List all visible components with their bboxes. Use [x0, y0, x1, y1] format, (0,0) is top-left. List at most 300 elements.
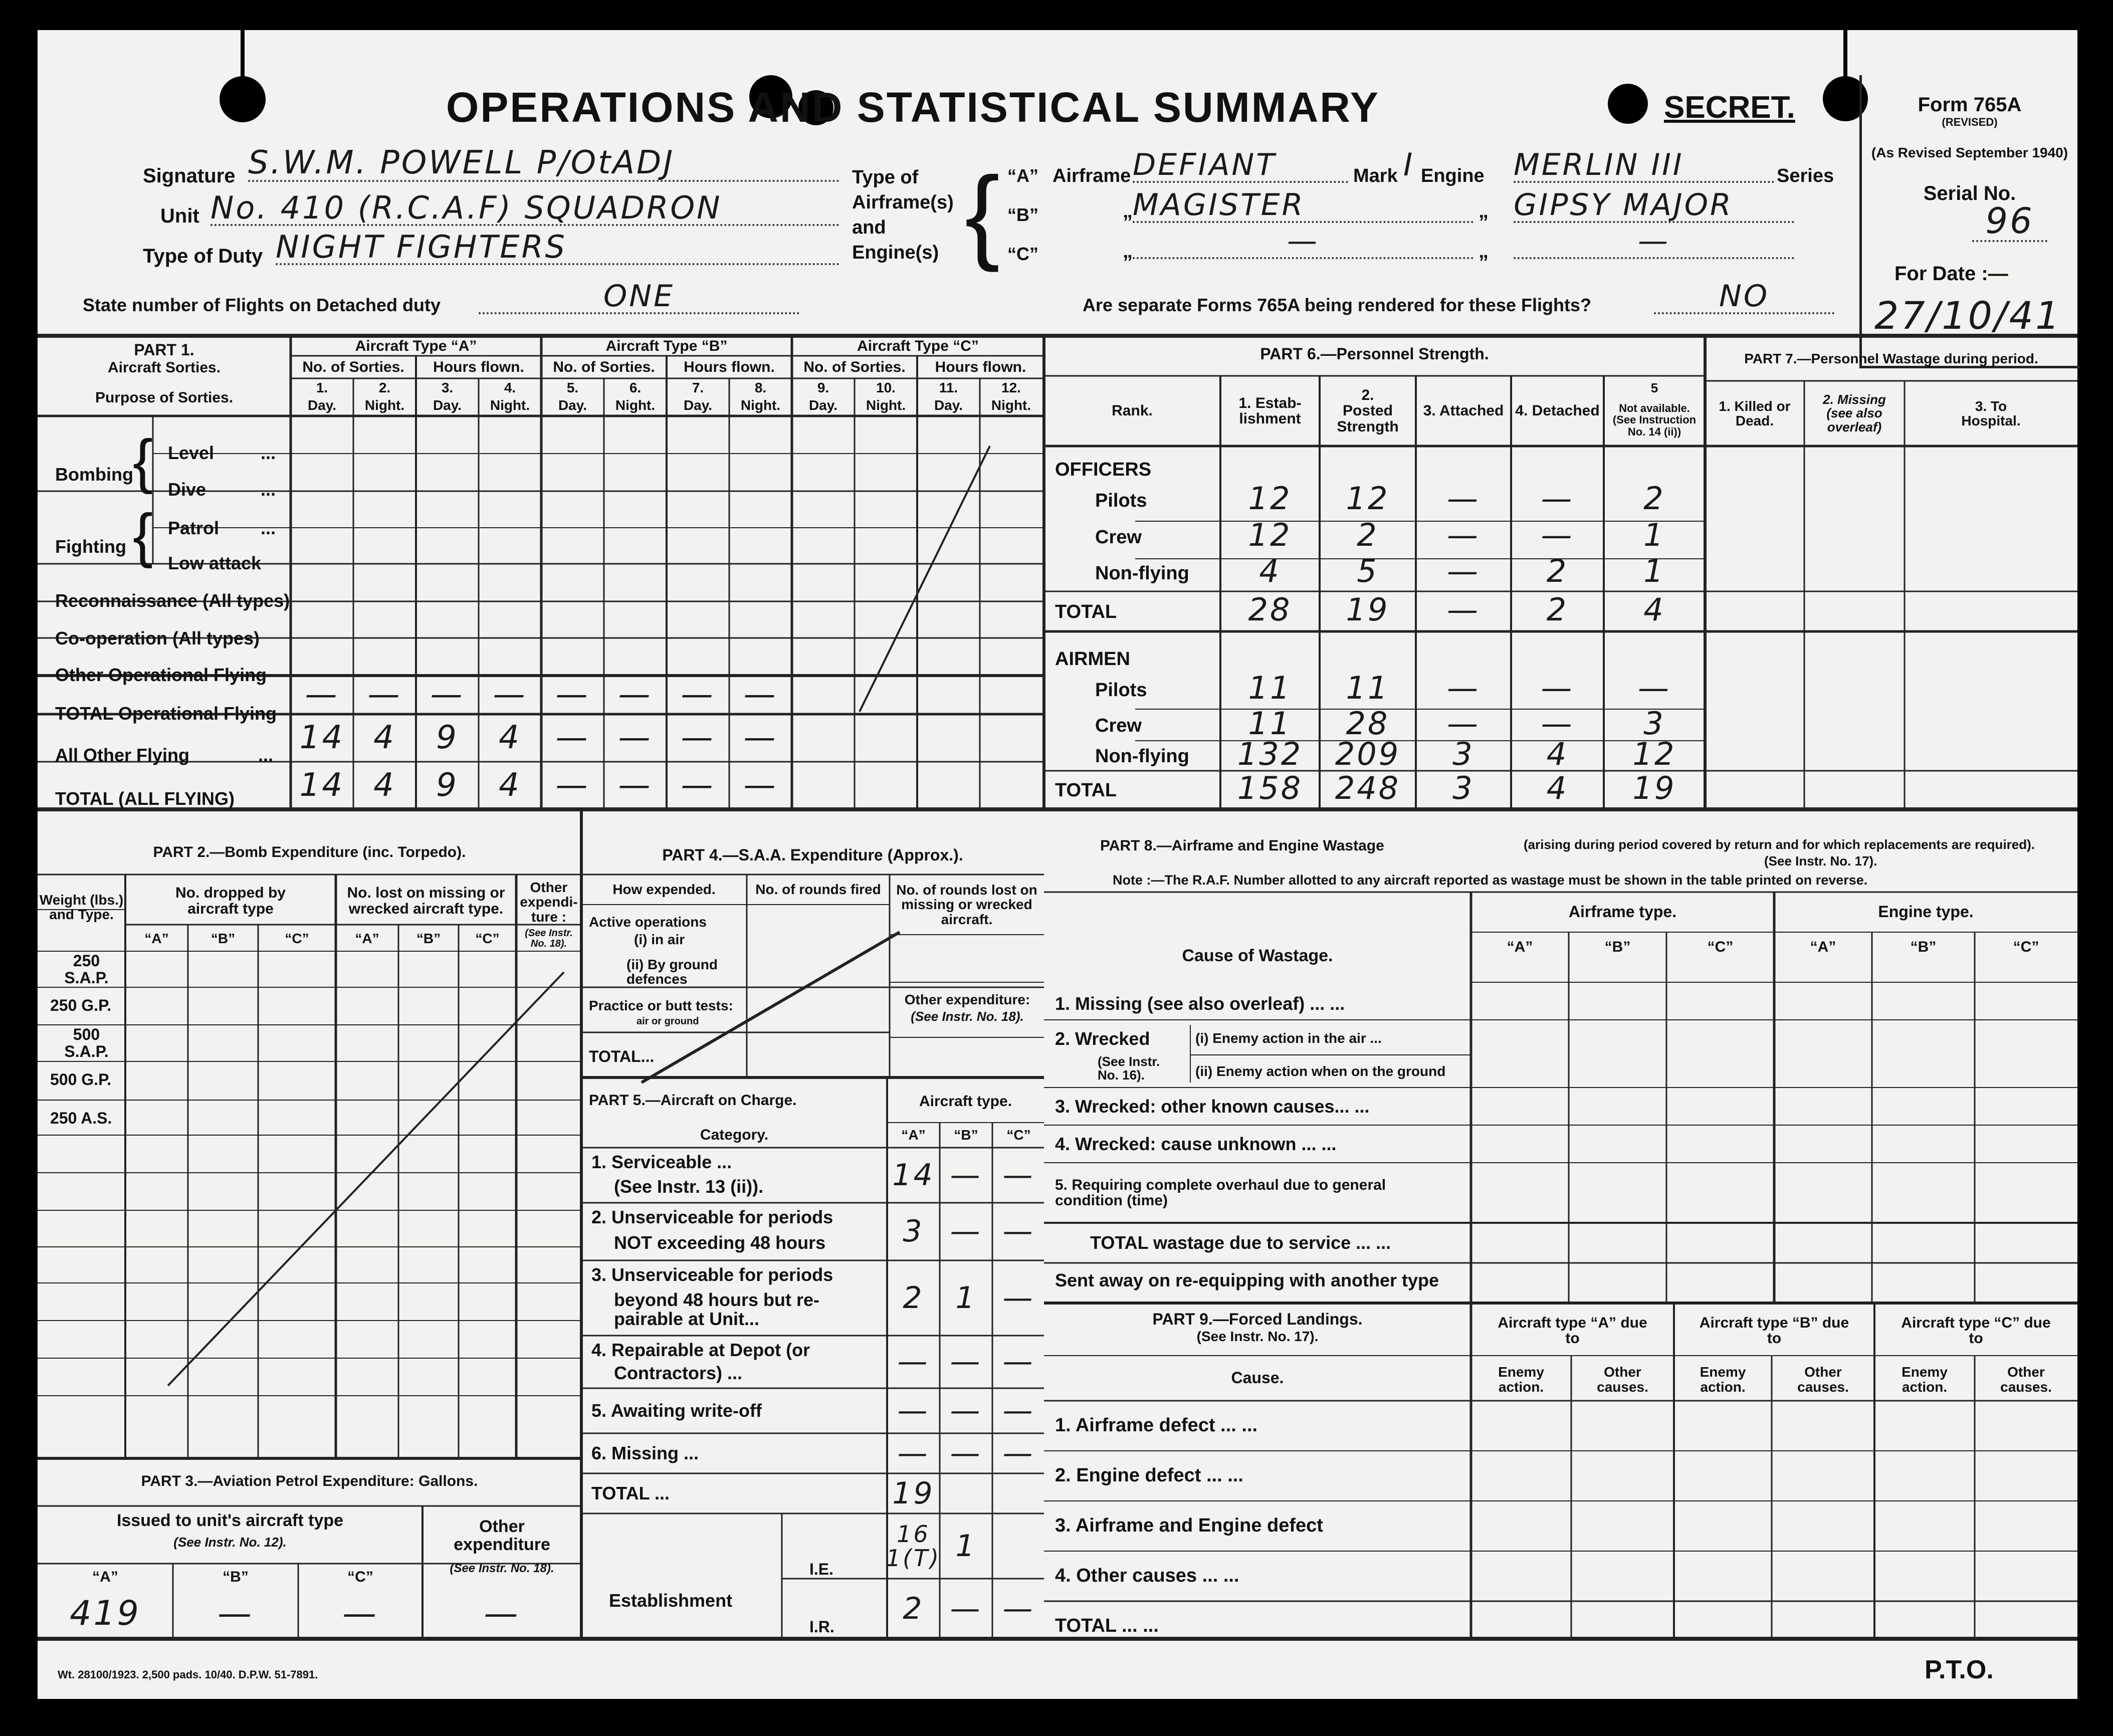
fighting-label: Fighting [55, 536, 126, 557]
issued-note: (See Instr. No. 12). [173, 1535, 287, 1550]
recon-label: Reconnaissance (All types) [55, 590, 290, 611]
ir-value: 2 [903, 1591, 924, 1626]
ditto-mark: „ [1123, 200, 1133, 222]
col-number: 5. [566, 380, 579, 396]
series-word: Series [1777, 165, 1834, 186]
rounds-header: No. of rounds fired [755, 882, 881, 898]
duty-label: Type of Duty [143, 245, 263, 267]
strength-value: 12 [1248, 480, 1292, 517]
landing-cause: 3. Airframe and Engine defect [1055, 1515, 1323, 1537]
officers-label: OFFICERS [1055, 459, 1152, 480]
category-sub: (See Instr. 13 (ii)). [614, 1176, 764, 1197]
category-label: 1. Serviceable ... [591, 1152, 732, 1173]
category-sub: Contractors) ... [614, 1363, 743, 1384]
ac-type-header: Aircraft type. [919, 1093, 1012, 1110]
wastage-cause: TOTAL wastage due to service ... ... [1090, 1232, 1391, 1253]
form-revised-date: (As Revised September 1940) [1871, 145, 2068, 160]
petrol-value: 419 [70, 1593, 141, 1633]
col-number: 12. [1001, 380, 1021, 396]
part8-note: Note :—The R.A.F. Number allotted to any aircraft reported as wastage must be shown in the table printed on reverse. [1113, 873, 1868, 888]
strength-value: 4 [1546, 736, 1569, 773]
category-label: 6. Missing ... [591, 1443, 699, 1464]
col-number: 2. [378, 380, 391, 396]
enemy-action-header: Enemy action. [1498, 1364, 1544, 1395]
category-label: 3. Unserviceable for periods [591, 1264, 833, 1285]
cell-value: 4 [499, 719, 521, 756]
cell-value: — [555, 766, 590, 804]
strength-value: 19 [1346, 591, 1390, 628]
cell-value: — [681, 766, 715, 804]
type-tag: “A” [1810, 939, 1836, 956]
type-of-label: Type of [852, 167, 919, 188]
bomb-weight: 250 A.S. [50, 1109, 112, 1128]
strength-value: 11 [1248, 705, 1292, 742]
category-sub: NOT exceeding 48 hours [614, 1232, 826, 1253]
strength-value: 4 [1259, 553, 1281, 590]
ie-value: 16 1(T) [886, 1520, 941, 1572]
cell-value: — [743, 719, 778, 756]
weight-header: Weight (lbs.) and Type. [39, 892, 124, 922]
cell-value: 4 [499, 766, 521, 804]
type-tag: “B” [1910, 939, 1937, 956]
strength-value: 158 [1237, 769, 1303, 806]
posted-header: 2. Posted Strength [1337, 386, 1399, 435]
aircraft-count: — [950, 1393, 982, 1428]
col-name: Night. [615, 397, 656, 413]
secret-label: SECRET. [1664, 90, 1795, 125]
dive-label: Dive [168, 479, 206, 500]
type-a-header: Aircraft type “A” due to [1498, 1314, 1647, 1347]
mark-word: Mark [1353, 165, 1398, 186]
wrecked-i: (i) Enemy action in the air ... [1195, 1030, 1382, 1046]
aircraft-count: 19 [892, 1475, 935, 1511]
strength-value: 11 [1248, 669, 1292, 706]
wastage-cause: 3. Wrecked: other known causes... ... [1055, 1096, 1370, 1117]
brace: { [133, 427, 153, 495]
unit-value: No. 410 (R.C.A.F) SQUADRON [210, 191, 839, 226]
coop-label: Co-operation (All types) [55, 628, 260, 648]
lost-header: No. lost on missing or wrecked aircraft type. [347, 885, 505, 917]
for-date-label: For Date :— [1894, 263, 2008, 285]
other-causes-header: Other causes. [1797, 1364, 1849, 1395]
separate-forms-value: NO [1654, 281, 1834, 314]
aircraft-count: — [950, 1214, 982, 1249]
ie-label: I.E. [809, 1560, 834, 1578]
killed-header: 1. Killed or Dead. [1719, 398, 1791, 428]
detached-value: ONE [479, 281, 799, 314]
category-label: 2. Unserviceable for periods [591, 1207, 833, 1228]
strength-value: 1 [1643, 553, 1665, 590]
rank-label: Non-flying [1095, 746, 1189, 767]
ground-label: (ii) By ground defences [626, 957, 718, 987]
missing-header: 2. Missing (see also overleaf) [1823, 392, 1886, 435]
col-name: Night. [991, 397, 1031, 413]
how-header: How expended. [612, 882, 716, 898]
hours-header: Hours flown. [935, 358, 1026, 375]
col-name: Day. [307, 397, 337, 413]
detached-header: 4. Detached [1515, 402, 1600, 419]
ie-value [992, 1513, 1045, 1579]
col-name: Day. [808, 397, 838, 413]
hours-header: Hours flown. [433, 358, 524, 375]
bombing-label: Bombing [55, 464, 133, 485]
airframe-c-value: — [1133, 226, 1473, 259]
aircraft-count: — [1002, 1393, 1035, 1428]
other-causes-header: Other causes. [2000, 1364, 2052, 1395]
sorties-header: No. of Sorties. [302, 358, 404, 375]
total-label: TOTAL... [589, 1047, 655, 1065]
col-number: 3. [441, 380, 454, 396]
category-label: 4. Repairable at Depot (or [591, 1340, 810, 1361]
wastage-cause: 5. Requiring complete overhaul due to general condition (time) [1055, 1176, 1386, 1209]
cell-value: — [743, 676, 778, 713]
col-number: 4. [504, 380, 516, 396]
row-c-tag: “C” [1007, 244, 1038, 264]
part1-subtitle: Aircraft Sorties. [107, 359, 221, 376]
cell-value: — [618, 719, 653, 756]
cause-header: Cause of Wastage. [1182, 946, 1333, 965]
bomb-weight: 250 S.A.P. [64, 952, 109, 987]
not-available-number: 5 [1650, 380, 1658, 396]
estab-header: 1. Estab-lishment [1238, 394, 1302, 427]
cell-value: 14 [299, 766, 345, 804]
strength-value: — [1638, 669, 1671, 706]
part4-title: PART 4.—S.A.A. Expenditure (Approx.). [662, 846, 963, 864]
petrol-other-value: — [484, 1593, 520, 1633]
form-sheet [38, 30, 2077, 1699]
hours-header: Hours flown. [684, 358, 775, 375]
airmen-label: AIRMEN [1055, 648, 1130, 670]
aircraft-count: 1 [955, 1280, 977, 1316]
row-a-tag: “A” [1007, 165, 1038, 186]
category-label: TOTAL ... [591, 1483, 670, 1504]
cell-value: — [618, 676, 653, 713]
form-number: Form 765A [1918, 94, 2022, 116]
cell-value: 14 [299, 719, 345, 756]
type-tag: “A” [92, 1569, 118, 1586]
dive-dots: ... [261, 479, 276, 500]
ditto-mark: „ [1123, 240, 1133, 262]
type-tag: “A” [144, 930, 169, 946]
col-name: Day. [433, 397, 462, 413]
rank-label: Crew [1095, 715, 1142, 737]
strength-value: 2 [1546, 591, 1569, 628]
type-tag: “B” [210, 930, 236, 946]
separate-forms-label: Are separate Forms 765A being rendered for these Flights? [1083, 295, 1591, 315]
type-tag: “A” [355, 930, 379, 946]
strength-value: 28 [1346, 705, 1390, 742]
sorties-header: No. of Sorties. [553, 358, 655, 375]
other-causes-header: Other causes. [1597, 1364, 1648, 1395]
ir-label: I.R. [809, 1618, 834, 1636]
cell-value: 9 [436, 719, 459, 756]
strength-value: — [1447, 591, 1480, 628]
strength-value: — [1447, 669, 1480, 706]
type-tag: “C” [2013, 939, 2039, 956]
col-number: 8. [754, 380, 767, 396]
part1-title: PART 1. [134, 341, 194, 359]
ditto-mark: „ [1478, 200, 1489, 222]
col-number: 7. [692, 380, 704, 396]
aircraft-count: — [897, 1393, 930, 1428]
type-tag: “C” [285, 930, 309, 946]
type-tag: “A” [901, 1127, 926, 1143]
level-dots: ... [261, 443, 276, 463]
strength-value: 12 [1248, 516, 1292, 553]
for-date-value: 27/10/41 [1874, 293, 2062, 338]
landing-cause: 2. Engine defect ... ... [1055, 1465, 1243, 1486]
col-number: 6. [629, 380, 642, 396]
strength-value: 4 [1546, 769, 1569, 806]
issued-header: Issued to unit's aircraft type [116, 1511, 344, 1531]
active-label: Active operations [589, 914, 707, 930]
serial-value: 96 [1972, 203, 2047, 242]
cell-value: — [743, 766, 778, 804]
detached-label: State number of Flights on Detached duty [83, 295, 441, 315]
all-other-dots: ... [258, 745, 274, 765]
type-a-header: Aircraft Type “A” [355, 338, 477, 355]
type-tag: “B” [416, 930, 441, 946]
part8-title-rest: (arising during period covered by return and for which replacements are required). [1524, 837, 2035, 852]
engine-a-value: MERLIN III [1514, 149, 1774, 183]
col-number: 10. [876, 380, 896, 396]
strength-value: — [1541, 705, 1574, 742]
unit-label: Unit [160, 205, 199, 227]
strength-value: 12 [1632, 736, 1676, 773]
engine-c-value: — [1514, 226, 1794, 259]
cell-value: — [367, 676, 402, 713]
hospital-header: 3. To Hospital. [1961, 398, 2021, 428]
strength-value: 12 [1346, 480, 1390, 517]
strength-value: 2 [1546, 553, 1569, 590]
lost-rounds-header: No. of rounds lost on missing or wrecked aircraft. [896, 882, 1037, 927]
part9-instr: (See Instr. No. 17). [1196, 1329, 1319, 1344]
wastage-cause: Sent away on re-equipping with another type [1055, 1270, 1439, 1291]
type-c-header: Aircraft Type “C” [857, 338, 979, 355]
wastage-cause: 4. Wrecked: cause unknown ... ... [1055, 1133, 1337, 1154]
type-tag: “C” [475, 930, 500, 946]
enemy-action-header: Enemy action. [1700, 1364, 1746, 1395]
col-name: Night. [490, 397, 530, 413]
engine-word: Engine [1421, 165, 1485, 186]
cell-value: 4 [373, 719, 396, 756]
wrecked-ii: (ii) Enemy action when on the ground [1195, 1063, 1446, 1079]
strength-value: — [1447, 553, 1480, 590]
dropped-header: No. dropped by aircraft type [175, 885, 286, 917]
part3-title: PART 3.—Aviation Petrol Expenditure: Gallons. [141, 1473, 478, 1489]
other-note: (See Instr. No. 18). [911, 1009, 1024, 1024]
ir-value: — [950, 1591, 982, 1626]
part8-title: PART 8.—Airframe and Engine Wastage [1100, 837, 1384, 854]
in-air-label: (i) in air [634, 932, 685, 947]
enemy-action-header: Enemy action. [1901, 1364, 1948, 1395]
pto-label: P.T.O. [1925, 1655, 1994, 1684]
purpose-label: Purpose of Sorties. [95, 389, 234, 406]
col-number: 11. [939, 380, 958, 396]
rank-label: Pilots [1095, 679, 1147, 701]
bomb-weight: 500 G.P. [50, 1070, 112, 1089]
print-line: Wt. 28100/1923. 2,500 pads. 10/40. D.P.W. 51-7891. [58, 1668, 318, 1681]
airframe-type-header: Airframe type. [1568, 903, 1677, 921]
strength-value: — [1541, 516, 1574, 553]
landing-cause: TOTAL ... ... [1055, 1615, 1159, 1637]
strength-value: 11 [1346, 669, 1390, 706]
patrol-label: Patrol [168, 518, 220, 538]
cell-value: — [618, 766, 653, 804]
strength-value: 1 [1643, 516, 1665, 553]
establishment-label: Establishment [609, 1590, 733, 1611]
strength-value: — [1447, 516, 1480, 553]
aircraft-count [992, 1473, 1045, 1513]
airframe-a-value: DEFIANT [1133, 149, 1348, 183]
part6-title: PART 6.—Personnel Strength. [1260, 345, 1489, 363]
aircraft-count [940, 1473, 992, 1513]
aircraft-count: 3 [903, 1214, 924, 1249]
low-attack-label: Low attack [168, 553, 262, 573]
petrol-value: — [218, 1593, 254, 1633]
col-name: Day. [934, 397, 963, 413]
other-exp-note: (See Instr. No. 18). [525, 927, 573, 949]
bomb-weight: 500 S.A.P. [64, 1025, 109, 1060]
practice-note: air or ground [637, 1016, 699, 1027]
signature-label: Signature [143, 165, 236, 187]
strength-value: 2 [1643, 480, 1665, 517]
aircraft-count: — [897, 1435, 930, 1471]
strength-value: 19 [1632, 769, 1676, 806]
aircraft-count: — [1002, 1280, 1035, 1316]
col-number: 1. [316, 380, 328, 396]
strength-value: 248 [1335, 769, 1401, 806]
col-name: Night. [866, 397, 906, 413]
brace: { [965, 155, 1000, 273]
type-tag: “B” [223, 1569, 249, 1586]
strength-value: 3 [1452, 736, 1474, 773]
type-tag: “C” [1006, 1127, 1031, 1143]
other-exp-header: Other expendi-ture : [520, 879, 578, 925]
engine-b-value: GIPSY MAJOR [1514, 189, 1794, 223]
engines-label: Engine(s) [852, 242, 939, 263]
cell-value: — [555, 719, 590, 756]
wastage-cause: 1. Missing (see also overleaf) ... ... [1055, 993, 1345, 1014]
strength-value: 3 [1452, 769, 1474, 806]
patrol-dots: ... [261, 518, 276, 538]
rank-label: Non-flying [1095, 563, 1189, 584]
landing-cause: 1. Airframe defect ... ... [1055, 1415, 1258, 1436]
rank-label: TOTAL [1055, 779, 1117, 801]
level-label: Level [168, 443, 215, 463]
cell-value: 9 [436, 766, 459, 804]
type-tag: “B” [954, 1127, 978, 1143]
part7-title: PART 7.—Personnel Wastage during period. [1744, 351, 2038, 367]
col-name: Night. [740, 397, 781, 413]
other-note: (See Instr. No. 18). [450, 1562, 554, 1576]
aircraft-count: — [950, 1344, 982, 1379]
bomb-weight: 250 G.P. [50, 996, 112, 1015]
strength-value: 132 [1237, 736, 1303, 773]
rank-label: Pilots [1095, 490, 1147, 512]
all-other-label: All Other Flying [55, 745, 190, 765]
rank-label: Crew [1095, 526, 1142, 548]
part5-title: PART 5.—Aircraft on Charge. [589, 1092, 797, 1109]
form-revised: (REVISED) [1942, 116, 1998, 128]
col-name: Night. [364, 397, 405, 413]
type-b-header: Aircraft type “B” due to [1699, 1314, 1849, 1347]
strength-value: 2 [1357, 516, 1379, 553]
aircraft-count: — [1002, 1214, 1035, 1249]
landing-cause: 4. Other causes ... ... [1055, 1565, 1239, 1587]
category-header: Category. [700, 1127, 769, 1144]
type-c-header: Aircraft type “C” due to [1901, 1314, 2051, 1347]
cell-value: — [305, 676, 339, 713]
cell-value: — [430, 676, 465, 713]
strength-value: — [1541, 480, 1574, 517]
row-b-tag: “B” [1007, 204, 1038, 225]
airframes-label: Airframe(s) [852, 192, 954, 213]
engine-type-header: Engine type. [1878, 903, 1974, 921]
duty-value: NIGHT FIGHTERS [276, 231, 839, 265]
strength-value: — [1447, 480, 1480, 517]
total-all-label: TOTAL (ALL FLYING) [55, 788, 235, 809]
type-tag: “B” [1604, 939, 1631, 956]
aircraft-count: 14 [892, 1157, 935, 1193]
part2-title: PART 2.—Bomb Expenditure (inc. Torpedo). [153, 844, 466, 860]
mark-a-value: I [1403, 146, 1415, 183]
attached-header: 3. Attached [1423, 402, 1504, 419]
cause-header: Cause. [1231, 1369, 1284, 1387]
strength-value: 4 [1643, 591, 1665, 628]
other-header: Other expenditure [454, 1517, 550, 1554]
total-op-label: TOTAL Operational Flying [55, 703, 277, 724]
petrol-value: — [342, 1593, 378, 1633]
strength-value: 3 [1643, 705, 1665, 742]
part8-instr: (See Instr. No. 17). [1764, 853, 1877, 869]
airframe-word: Airframe [1052, 165, 1131, 186]
cell-value: 4 [373, 766, 396, 804]
wrecked-note: (See Instr. No. 16). [1098, 1054, 1160, 1083]
aircraft-count: — [1002, 1435, 1035, 1471]
ditto-mark: „ [1478, 240, 1489, 262]
col-name: Day. [558, 397, 587, 413]
practice-label: Practice or butt tests: [589, 998, 733, 1013]
category-label: 5. Awaiting write-off [591, 1400, 762, 1421]
type-b-header: Aircraft Type “B” [605, 338, 728, 355]
cell-value: — [493, 676, 527, 713]
ir-value: — [1002, 1591, 1035, 1626]
ie-value: 1 [955, 1528, 977, 1564]
form-title: OPERATIONS AND STATISTICAL SUMMARY [446, 84, 1380, 131]
aircraft-count: — [1002, 1344, 1035, 1379]
cell-value: — [681, 719, 715, 756]
other-label: Other expenditure: [904, 992, 1030, 1007]
strength-value: — [1447, 705, 1480, 742]
category-sub: beyond 48 hours but re-pairable at Unit... [614, 1289, 820, 1329]
col-name: Day. [683, 397, 713, 413]
type-tag: “A” [1507, 939, 1533, 956]
part9-title: PART 9.—Forced Landings. [1152, 1310, 1363, 1328]
cell-value: — [681, 676, 715, 713]
aircraft-count: — [897, 1344, 930, 1379]
type-tag: “C” [347, 1569, 373, 1586]
strength-value: 28 [1248, 591, 1292, 628]
not-available-header: Not available. (See Instruction No. 14 (ii)) [1612, 402, 1697, 438]
serial-label: Serial No. [1923, 182, 2016, 204]
other-op-label: Other Operational Flying [55, 665, 267, 685]
type-tag: “C” [1707, 939, 1734, 956]
aircraft-count: — [950, 1157, 982, 1193]
strength-value: 5 [1357, 553, 1379, 590]
airframe-b-value: MAGISTER [1133, 189, 1473, 223]
brace: { [133, 502, 153, 569]
